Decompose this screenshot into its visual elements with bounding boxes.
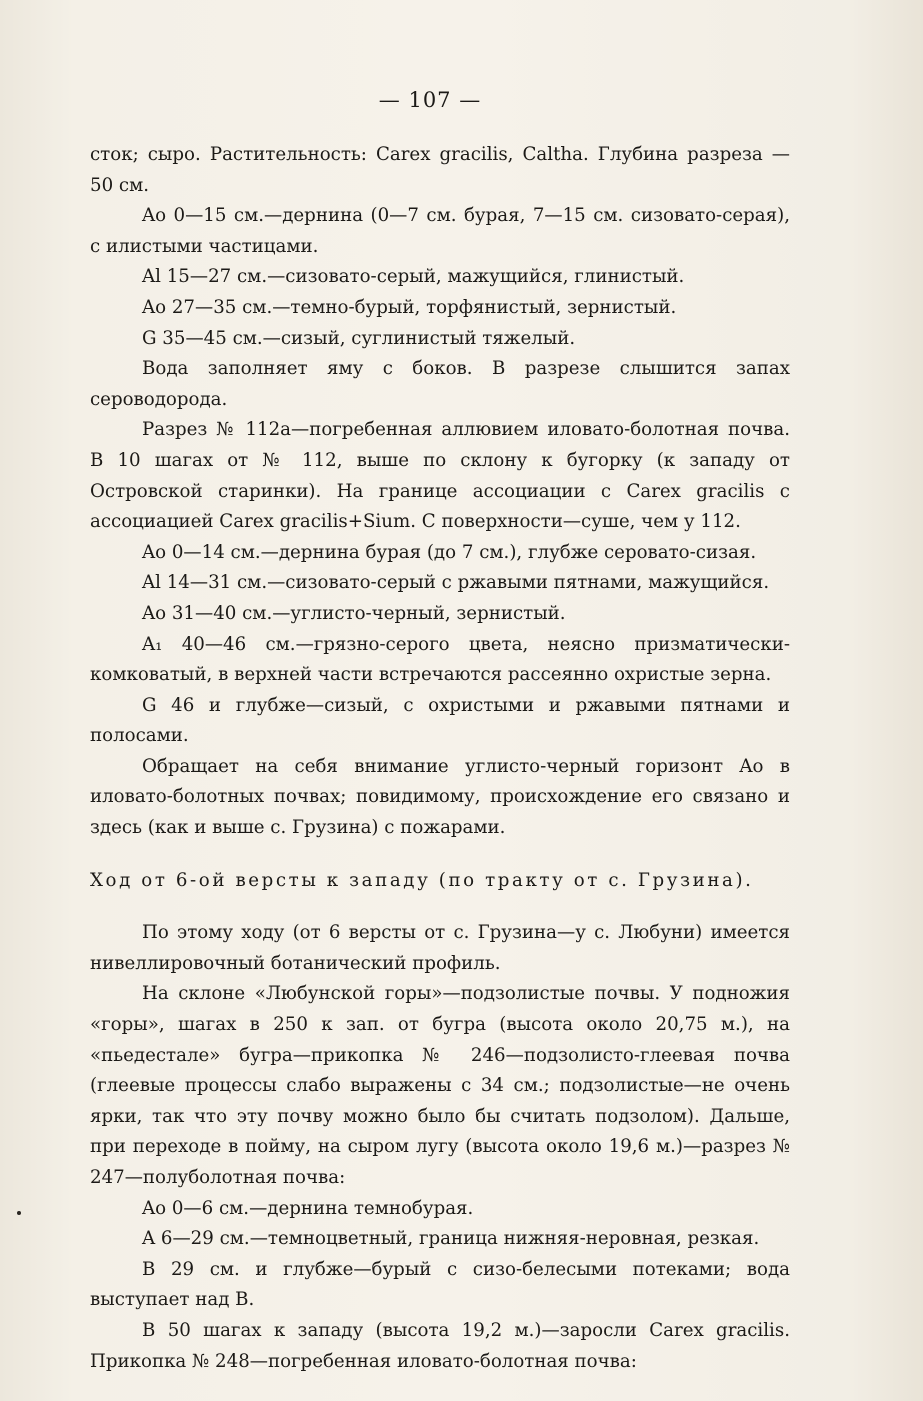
- paragraph: Al 15—27 см.—сизовато-серый, мажущийся, глинистый.: [142, 266, 685, 288]
- body-text: [90, 140, 790, 1377]
- paragraph: Aо 0—14 см.—дернина бурая (до 7 см.), глубже серовато-сизая.: [142, 541, 757, 563]
- paragraph: A₁ 40—46 см.—грязно-серого цвета, неясно призматически-комковатый, в верхней части встречаются рассеянно охристые зерна.: [90, 633, 790, 686]
- paragraph: На склоне «Любунской горы»—подзолистые почвы. У подножия «горы», шагах в 250 к зап. от бугра (высота около 20,75 м.), на «пьедестале» бугра—прикопка № 246—подзолисто-глеевая почва (глеевые процессы слабо выражены с 34 см.; подзолистые—не очень ярки, так что эту почву можно было бы считать подзолом). Дальше, при переходе в пойму, на сыром лугу (высота около 19,6 м.)—разрез № 247—полуболотная почва:: [90, 983, 790, 1188]
- page-number: — 107 —: [378, 88, 482, 112]
- paragraph: Aо 0—6 см.—дернина темнобурая.: [142, 1197, 474, 1219]
- paragraph: Обращает на себя внимание углисто-черный горизонт Aо в иловато-болотных почвах; повидимому, происхождение его связано и здесь (как и выше с. Грузина) с пожарами.: [90, 755, 790, 839]
- paragraph: По этому ходу (от 6 версты от с. Грузина—у с. Любуни) имеется нивеллировочный ботанический профиль.: [90, 922, 790, 974]
- paragraph: Разрез № 112а—погребенная аллювием иловато-болотная почва. В 10 шагах от № 112, выше по склону к бугорку (к западу от Островской старинки). На границе ассоциации с Carex gracilis с ассоциацией Carex gracilis+Sium. С поверхности—суше, чем у 112.: [90, 419, 790, 533]
- paragraph: сток; сыро. Растительность: Carex gracilis, Caltha. Глубина разреза — 50 см.: [90, 144, 790, 196]
- paragraph: Вода заполняет яму с боков. В разрезе слышится запах сероводорода.: [90, 358, 790, 410]
- paragraph: Aо 31—40 см.—углисто-черный, зернистый.: [142, 602, 566, 624]
- paragraph: G 35—45 см.—сизый, суглинистый тяжелый.: [142, 327, 576, 349]
- margin-dot: [17, 1211, 21, 1215]
- paragraph: Al 14—31 см.—сизовато-серый с ржавыми пятнами, мажущийся.: [142, 572, 770, 594]
- paragraph: В 50 шагах к западу (высота 19,2 м.)—заросли Carex gracilis. Прикопка № 248—погребенная иловато-болотная почва:: [90, 1319, 790, 1372]
- paragraph: A 6—29 см.—темноцветный, граница нижняя-неровная, резкая.: [142, 1228, 760, 1250]
- paragraph: G 46 и глубже—сизый, с охристыми и ржавыми пятнами и полосами.: [90, 694, 790, 747]
- paragraph: Aо 0—15 см.—дернина (0—7 см. бурая, 7—15 см. сизовато-серая), с илистыми частицами.: [90, 205, 790, 257]
- section-heading: Ход от 6-ой версты к западу (по тракту от с. Грузина).: [90, 869, 754, 891]
- paragraph: Aо 27—35 см.—темно-бурый, торфянистый, зернистый.: [142, 296, 677, 318]
- paragraph: B 29 см. и глубже—бурый с сизо-белесыми потеками; вода выступает над B.: [90, 1258, 790, 1311]
